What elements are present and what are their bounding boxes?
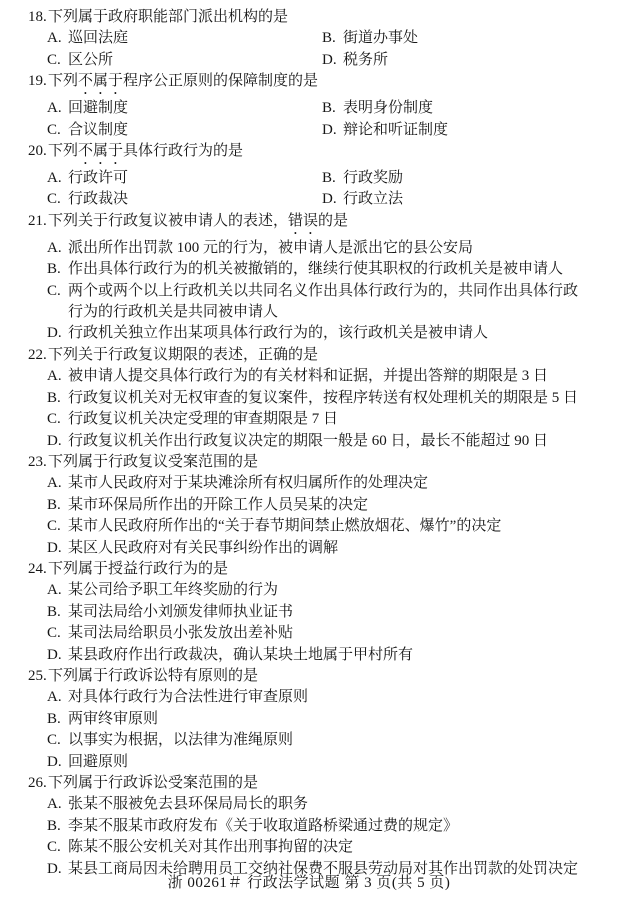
option-text: 某司法局给职员小张发放出差补贴 xyxy=(68,625,294,642)
option-label: A. xyxy=(47,170,62,187)
stem-segment: 下列 xyxy=(48,73,79,90)
option-text: 以事实为根据，以法律为准绳原则 xyxy=(68,732,294,749)
option-b xyxy=(47,816,586,837)
question-text xyxy=(48,345,586,366)
option-b xyxy=(322,98,586,119)
question-text xyxy=(48,666,586,687)
option-label: B. xyxy=(47,496,61,513)
option-label: D. xyxy=(322,51,337,68)
stem-segment: 下列属于政府职能部门派出机构的是 xyxy=(48,9,289,25)
option-label: A. xyxy=(47,30,62,47)
option-a xyxy=(47,28,322,49)
option-c xyxy=(47,281,586,324)
stem-segment: 下列属于行政诉讼受案范围的是 xyxy=(48,775,259,791)
option-label: B. xyxy=(47,710,61,727)
stem-emphasis: 不属于 xyxy=(78,143,124,160)
option-a xyxy=(47,366,586,387)
option-text: 作出具体行政行为的机关被撤销的，继续行使其职权的行政机关是被申请人 xyxy=(68,261,564,278)
option-text: 表明身份制度 xyxy=(343,100,434,117)
option-b xyxy=(47,259,586,280)
option-a xyxy=(47,238,586,259)
option-c xyxy=(47,50,322,71)
option-b xyxy=(47,388,586,409)
question-number: 24. xyxy=(28,560,47,577)
option-a xyxy=(47,98,322,119)
option-label: A. xyxy=(47,796,62,813)
question-19 xyxy=(28,71,586,141)
option-text: 回避制度 xyxy=(68,100,129,117)
option-text: 税务所 xyxy=(343,51,389,68)
option-text: 某公司给予职工年终奖励的行为 xyxy=(68,582,279,599)
question-text xyxy=(48,71,586,98)
stem-segment: 下列属于授益行政行为的是 xyxy=(48,560,229,577)
option-text: 某市环保局所作出的开除工作人员吴某的决定 xyxy=(68,496,369,513)
option-text: 行政复议机关对无权审查的复议案件，按程序转送有权处理机关的期限是 5 日 xyxy=(68,389,579,406)
option-label: B. xyxy=(47,603,61,620)
option-text: 某市人民政府所作出的“关于春节期间禁止燃放烟花、爆竹”的决定 xyxy=(68,518,502,535)
option-label: C. xyxy=(47,51,61,68)
question-stem xyxy=(28,141,586,168)
option-text: 行政复议机关作出行政复议决定的期限一般是 60 日，最长不能超过 90 日 xyxy=(68,432,549,449)
options xyxy=(28,238,586,345)
options xyxy=(28,687,586,773)
option-text: 某县工商局因未给聘用员工交纳社保费不服县劳动局对其作出罚款的处罚决定 xyxy=(68,860,579,877)
option-label: D. xyxy=(47,432,62,449)
question-stem xyxy=(28,559,586,580)
option-text: 行政机关独立作出某项具体行政行为的，该行政机关是被申请人 xyxy=(68,325,489,342)
question-list xyxy=(28,7,586,880)
option-label: B. xyxy=(47,817,61,834)
option-text: 巡回法庭 xyxy=(68,30,129,47)
question-stem xyxy=(28,666,586,687)
option-text: 辩论和听证制度 xyxy=(343,121,449,138)
options xyxy=(28,28,586,71)
question-text xyxy=(48,559,586,580)
stem-emphasis: 错误 xyxy=(288,212,319,229)
option-a xyxy=(47,687,586,708)
option-text: 两审终审原则 xyxy=(68,710,159,727)
option-c xyxy=(47,516,586,537)
question-number: 19. xyxy=(28,73,47,90)
page-footer xyxy=(0,873,618,894)
option-text: 被申请人提交具体行政行为的有关材料和证据，并提出答辩的期限是 3 日 xyxy=(68,368,549,385)
question-stem xyxy=(28,773,586,794)
option-text: 回避原则 xyxy=(68,753,129,770)
option-label: C. xyxy=(47,625,61,642)
option-d xyxy=(47,645,586,666)
option-label: A. xyxy=(47,239,62,256)
stem-segment: 的是 xyxy=(318,212,349,229)
option-d xyxy=(47,431,586,452)
option-label: C. xyxy=(47,282,61,299)
option-label: C. xyxy=(47,732,61,749)
option-label: B. xyxy=(47,389,61,406)
question-number: 22. xyxy=(28,346,47,363)
question-23 xyxy=(28,452,586,559)
option-d xyxy=(47,323,586,344)
stem-segment: 程序公正原则的保障制度的是 xyxy=(123,73,319,90)
option-d xyxy=(322,50,586,71)
option-a xyxy=(47,794,586,815)
stem-emphasis: 不属于 xyxy=(78,73,124,90)
stem-segment: 下列 xyxy=(48,143,79,160)
option-label: B. xyxy=(322,170,336,187)
option-label: B. xyxy=(47,261,61,278)
option-label: D. xyxy=(47,860,62,877)
option-text: 某市人民政府对于某块滩涂所有权归属所作的处理决定 xyxy=(68,475,429,492)
question-18 xyxy=(28,7,586,71)
question-26 xyxy=(28,773,586,880)
question-stem xyxy=(28,71,586,98)
option-b xyxy=(47,602,586,623)
option-label: D. xyxy=(47,646,62,663)
option-label: A. xyxy=(47,689,62,706)
stem-segment: 下列属于行政复议受案范围的是 xyxy=(48,453,259,470)
question-stem xyxy=(28,452,586,473)
option-c xyxy=(47,409,586,430)
options xyxy=(28,580,586,666)
question-20 xyxy=(28,141,586,211)
option-text: 区公所 xyxy=(68,51,114,68)
option-label: C. xyxy=(47,411,61,428)
question-25 xyxy=(28,666,586,773)
option-text: 行政立法 xyxy=(343,191,404,208)
question-text xyxy=(48,773,586,794)
question-stem xyxy=(28,345,586,366)
option-label: A. xyxy=(47,475,62,492)
option-c xyxy=(47,120,322,141)
stem-segment: 具体行政行为的是 xyxy=(123,143,244,160)
option-label: D. xyxy=(47,539,62,556)
option-label: D. xyxy=(47,325,62,342)
question-number: 25. xyxy=(28,667,47,684)
question-22 xyxy=(28,345,586,452)
option-d xyxy=(322,189,586,210)
stem-segment: 下列关于行政复议被申请人的表述， xyxy=(48,212,289,229)
question-stem xyxy=(28,211,586,238)
stem-segment: 下列关于行政复议期限的表述，正确的是 xyxy=(48,346,319,363)
option-text: 某县政府作出行政裁决，确认某块土地属于甲村所有 xyxy=(68,646,414,663)
option-c xyxy=(47,837,586,858)
options xyxy=(28,794,586,880)
option-label: C. xyxy=(47,518,61,535)
option-b xyxy=(47,495,586,516)
option-a xyxy=(47,168,322,189)
option-a xyxy=(47,473,586,494)
option-label: C. xyxy=(47,191,61,208)
question-number: 20. xyxy=(28,143,47,160)
options xyxy=(28,98,586,141)
option-text: 行政复议机关决定受理的审查期限是 7 日 xyxy=(68,411,339,428)
option-text: 张某不服被免去县环保局局长的职务 xyxy=(68,796,309,813)
option-text: 行政裁决 xyxy=(68,191,129,208)
option-text: 李某不服某市政府发布《关于收取道路桥梁通过费的规定》 xyxy=(68,817,459,834)
options xyxy=(28,473,586,559)
option-b xyxy=(322,168,586,189)
option-c xyxy=(47,730,586,751)
stem-segment: 下列属于行政诉讼特有原则的是 xyxy=(48,667,259,684)
question-number: 21. xyxy=(28,212,47,229)
option-b xyxy=(47,709,586,730)
option-text: 某司法局给小刘颁发律师执业证书 xyxy=(68,603,294,620)
option-text: 合议制度 xyxy=(68,121,129,138)
option-b xyxy=(322,28,586,49)
question-number: 23. xyxy=(28,453,47,470)
footer-text: 浙 00261＃ 行政法学试题 第 3 页(共 5 页) xyxy=(167,874,451,891)
option-label: C. xyxy=(47,121,61,138)
option-text: 陈某不服公安机关对其作出刑事拘留的决定 xyxy=(68,839,354,856)
question-text xyxy=(48,7,586,28)
option-label: D. xyxy=(322,121,337,138)
option-d xyxy=(322,120,586,141)
option-label: C. xyxy=(47,839,61,856)
question-21 xyxy=(28,211,586,345)
option-text: 对具体行政行为合法性进行审查原则 xyxy=(68,689,309,706)
option-text: 街道办事处 xyxy=(343,30,419,47)
question-number: 26. xyxy=(28,775,47,791)
option-label: B. xyxy=(322,100,336,117)
question-text xyxy=(48,452,586,473)
option-d xyxy=(47,538,586,559)
option-label: B. xyxy=(322,30,336,47)
question-24 xyxy=(28,559,586,666)
option-d xyxy=(47,752,586,773)
option-c xyxy=(47,623,586,644)
question-stem xyxy=(28,7,586,28)
question-text xyxy=(48,141,586,168)
option-text: 派出所作出罚款 100 元的行为，被申请人是派出它的县公安局 xyxy=(68,239,474,256)
option-text: 某区人民政府对有关民事纠纷作出的调解 xyxy=(68,539,339,556)
option-text: 行政奖励 xyxy=(343,170,404,187)
question-text xyxy=(48,211,586,238)
option-label: A. xyxy=(47,100,62,117)
option-text: 行政许可 xyxy=(68,170,129,187)
option-c xyxy=(47,189,322,210)
options xyxy=(28,168,586,211)
option-label: D. xyxy=(322,191,337,208)
option-a xyxy=(47,580,586,601)
options xyxy=(28,366,586,452)
option-label: A. xyxy=(47,582,62,599)
question-number: 18. xyxy=(28,9,47,25)
option-label: D. xyxy=(47,753,62,770)
option-text: 两个或两个以上行政机关以共同名义作出具体行政行为的，共同作出具体行政行为的行政机关是共同被申请人 xyxy=(68,282,579,321)
option-label: A. xyxy=(47,368,62,385)
